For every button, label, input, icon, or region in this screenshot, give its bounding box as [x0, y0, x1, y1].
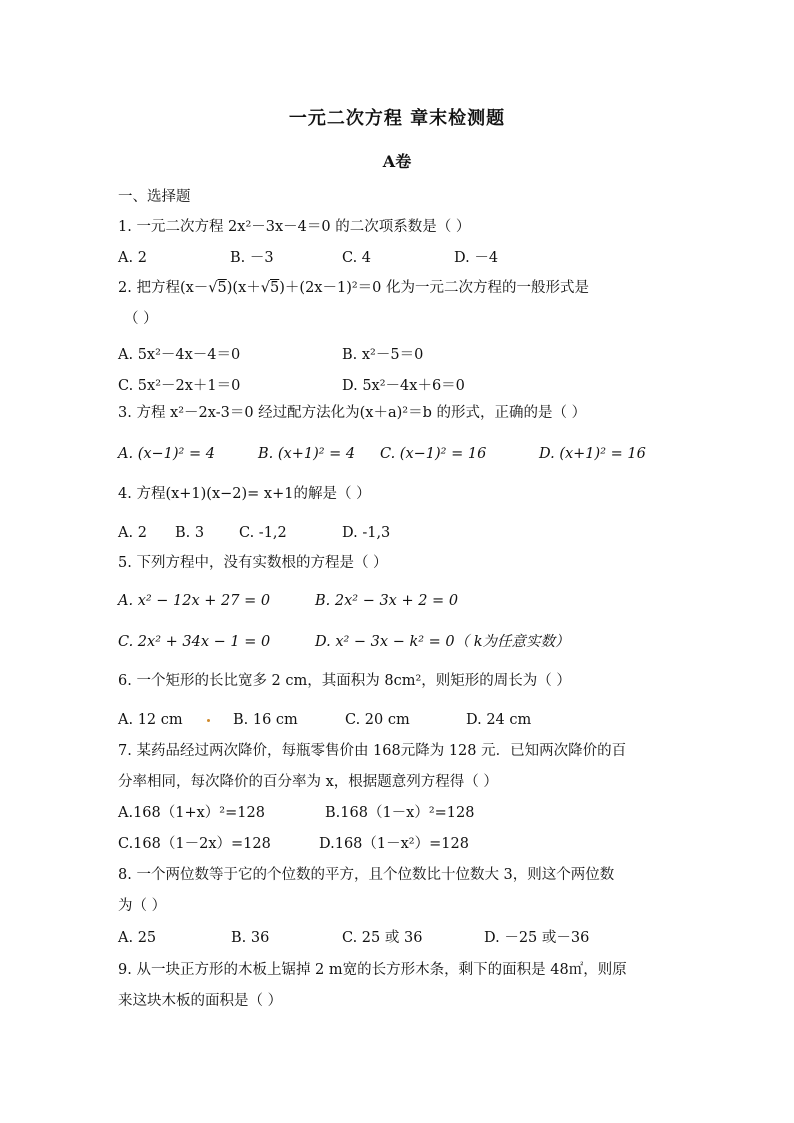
q4-option-c: C. -1,2	[239, 525, 287, 541]
q5-option-a: A. x² − 12x + 27 = 0	[118, 593, 271, 609]
question-9-text-continued: 来这块木板的面积是（ ）	[118, 993, 283, 1009]
question-2-text	[118, 278, 589, 298]
question-8-text-continued: 为（ ）	[118, 898, 167, 914]
q7-option-c: C.168（1－2x）=128	[118, 836, 271, 852]
q8-option-d: D. －25 或－36	[484, 930, 590, 946]
q7-option-b: B.168（1－x）²=128	[325, 805, 475, 821]
q1-option-b: B. －3	[230, 250, 274, 266]
page-title: 一元二次方程 章末检测题	[288, 108, 506, 129]
q2-text-part-b: )(x＋	[226, 280, 261, 296]
q8-option-a: A. 25	[118, 930, 157, 946]
q4-option-d: D. -1,3	[342, 525, 391, 541]
stray-mark	[207, 719, 210, 722]
q3-option-b: B. (x+1)² = 4	[258, 446, 356, 462]
question-1-text: 1. 一元二次方程 2x²－3x－4＝0 的二次项系数是（ ）	[118, 219, 471, 235]
question-9-text: 9. 从一块正方形的木板上锯掉 2 m宽的长方形木条，剩下的面积是 48㎡，则原	[118, 962, 627, 978]
q4-option-a: A. 2	[118, 525, 147, 541]
q1-option-a: A. 2	[118, 250, 147, 266]
q2-sqrt-symbol: √	[208, 280, 218, 296]
q6-option-d: D. 24 cm	[466, 712, 532, 728]
q8-option-b: B. 36	[231, 930, 270, 946]
q2-option-a: A. 5x²－4x－4＝0	[118, 347, 241, 363]
q7-option-d: D.168（1－x²）=128	[319, 836, 469, 852]
question-8-text: 8. 一个两位数等于它的个位数的平方，且个位数比十位数大 3，则这个两位数	[118, 867, 615, 883]
question-7-text-continued: 分率相同，每次降价的百分率为 x，根据题意列方程得（ ）	[118, 774, 498, 790]
q2-option-c: C. 5x²－2x＋1＝0	[118, 378, 241, 394]
question-5-text: 5. 下列方程中，没有实数根的方程是（ ）	[118, 555, 388, 571]
q2-sqrt-radicand-1: 5	[217, 280, 227, 296]
q3-option-d: D. (x+1)² = 16	[539, 446, 646, 462]
q1-option-c: C. 4	[342, 250, 372, 266]
q4-option-b: B. 3	[175, 525, 205, 541]
q1-option-d: D. －4	[454, 250, 499, 266]
q6-option-a: A. 12 cm	[118, 712, 183, 728]
q2-option-d: D. 5x²－4x＋6＝0	[342, 378, 465, 394]
q2-sqrt-radicand-2: 5	[270, 280, 280, 296]
q3-option-a: A. (x−1)² = 4	[118, 446, 215, 462]
page-subtitle: A卷	[382, 152, 412, 171]
q2-text-part-c: )＋(2x－1)²＝0 化为一元二次方程的一般形式是	[279, 280, 589, 296]
q2-sqrt-symbol-2: √	[260, 280, 271, 296]
question-2-text-continued: （ ）	[124, 311, 158, 327]
q6-option-b: B. 16 cm	[233, 712, 298, 728]
section-heading: 一、选择题	[118, 189, 191, 205]
q5-option-c: C. 2x² + 34x − 1 = 0	[118, 634, 271, 650]
q6-option-c: C. 20 cm	[345, 712, 410, 728]
q2-text-part-a: 2. 把方程(x－	[118, 280, 209, 296]
q5-option-b: B. 2x² − 3x + 2 = 0	[315, 593, 459, 609]
q8-option-c: C. 25 或 36	[342, 930, 423, 946]
question-7-text: 7. 某药品经过两次降价，每瓶零售价由 168元降为 128 元．已知两次降价的百	[118, 743, 627, 759]
q7-option-a: A.168（1+x）²=128	[118, 805, 265, 821]
q5-option-d: D. x² − 3x − k² = 0（ k为任意实数）	[315, 634, 570, 650]
question-4-text: 4. 方程(x+1)(x−2)= x+1的解是（ ）	[118, 486, 371, 502]
question-6-text: 6. 一个矩形的长比宽多 2 cm，其面积为 8cm²，则矩形的周长为（ ）	[118, 673, 571, 689]
question-3-text: 3. 方程 x²－2x-3＝0 经过配方法化为(x＋a)²＝b 的形式，正确的是（ ）	[118, 405, 587, 421]
q2-option-b: B. x²－5＝0	[342, 347, 424, 363]
q3-option-c: C. (x−1)² = 16	[380, 446, 487, 462]
